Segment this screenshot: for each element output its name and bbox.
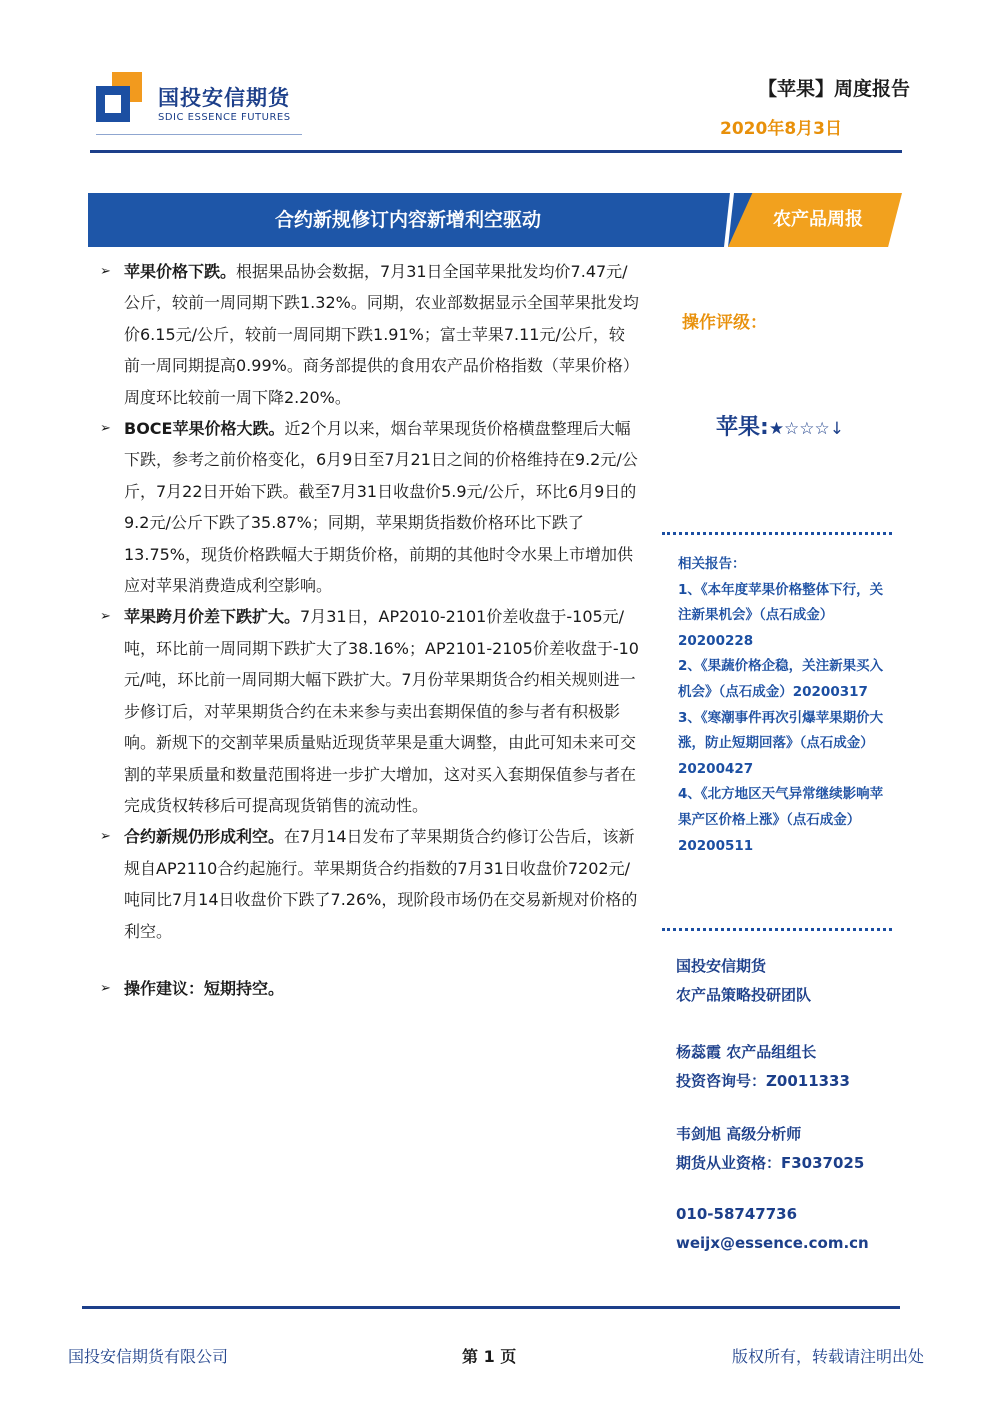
rating-row xyxy=(716,410,844,441)
analyst-1-name: 杨蕊霞 农产品组组长 xyxy=(676,1043,817,1061)
rating-stars-icon: ★☆☆☆↓ xyxy=(768,419,845,439)
analyst-2-name: 韦剑旭 高级分析师 xyxy=(676,1125,802,1143)
bullet-text: 在7月14日发布了苹果期货合约修订公告后，该新规自AP2110合约起施行。苹果期货合约指数的7月31日收盘价7202元/吨同比7月14日收盘价下跌了7.26%，现阶段市场仍在交易新规对价格的利空。 xyxy=(124,827,638,941)
bullet-price-drop xyxy=(100,256,640,413)
footer-company: 国投安信期货有限公司 xyxy=(68,1347,229,1366)
footer-divider xyxy=(82,1306,900,1309)
related-reports xyxy=(678,552,890,859)
logo-name-en: SDIC ESSENCE FUTURES xyxy=(158,112,291,123)
analyst-2-id: 期货从业资格：F3037025 xyxy=(676,1154,865,1172)
analyst-1-id: 投资咨询号：Z0011333 xyxy=(676,1072,850,1090)
related-title: 相关报告： xyxy=(678,556,746,572)
bullet-new-rules xyxy=(100,821,640,947)
team-name: 农产品策略投研团队 xyxy=(676,986,812,1004)
dotted-divider xyxy=(662,532,892,535)
bullet-text: 根据果品协会数据，7月31日全国苹果批发均价7.47元/公斤，较前一周同期下跌1.32%。同期，农业部数据显示全国苹果批发均价6.15元/公斤，较前一周同期下跌1.91%；富士苹果7.11元/公斤，较前一周同期提高0.99%。商务部提供的食用农产品价格指数（苹果价格）周度环比较前一周下降2.20%。 xyxy=(124,262,639,407)
bullet-boce-drop xyxy=(100,413,640,601)
arrow-bullet-icon: ➢ xyxy=(100,609,111,625)
related-report-item[interactable]: 4、《北方地区天气异常继续影响苹果产区价格上涨》（点石成金）20200511 xyxy=(678,786,884,854)
dotted-divider xyxy=(662,928,892,931)
arrow-bullet-icon: ➢ xyxy=(100,980,111,996)
header-divider xyxy=(90,150,902,153)
logo-underline xyxy=(96,134,302,135)
arrow-bullet-icon: ➢ xyxy=(100,421,111,437)
report-date: 2020年8月3日 xyxy=(720,119,842,139)
title-banner xyxy=(88,193,902,247)
org-name: 国投安信期货 xyxy=(676,957,767,975)
contact-email[interactable]: weijx@essence.com.cn xyxy=(676,1234,869,1252)
bullet-lead: BOCE苹果价格大跌。 xyxy=(124,419,285,439)
arrow-bullet-icon: ➢ xyxy=(100,829,111,845)
contact-phone[interactable]: 010-58747736 xyxy=(676,1205,798,1223)
bullet-text: 近2个月以来，烟台苹果现货价格横盘整理后大幅下跌，参考之前价格变化，6月9日至7月21日之间的价格维持在9.2元/公斤，7月22日开始下跌。截至7月31日收盘价5.9元/公斤，环比6月9日的9.2元/公斤下跌了35.87%；同期，苹果期货指数价格环比下跌了13.75%，现货价格跌幅大于期货价格，前期的其他时令水果上市增加供应对苹果消费造成利空影响。 xyxy=(124,419,638,596)
contact-block xyxy=(676,952,902,1258)
footer-copyright: 版权所有，转载请注明出处 xyxy=(731,1347,924,1366)
rating-name: 苹果: xyxy=(716,415,769,440)
banner-tag: 农产品周报 xyxy=(773,209,863,230)
related-report-item[interactable]: 3、《寒潮事件再次引爆苹果期价大涨，防止短期回落》（点石成金）20200427 xyxy=(678,709,884,777)
related-report-item[interactable]: 2、《果蔬价格企稳，关注新果买入机会》（点石成金）20200317 xyxy=(678,658,884,700)
action-advice: 操作建议：短期持空。 xyxy=(124,978,285,998)
footer-page-number: 第 1 页 xyxy=(462,1347,517,1366)
main-content xyxy=(100,256,640,1004)
bullet-spread-drop xyxy=(100,601,640,821)
rating-label: 操作评级： xyxy=(682,313,767,333)
bullet-lead: 合约新规仍形成利空。 xyxy=(124,827,285,847)
bullet-text: 7月31日，AP2010-2101价差收盘于-105元/吨，环比前一周同期下跌扩大了38.16%；AP2101-2105价差收盘于-10元/吨，环比前一周同期大幅下跌扩大。7月份苹果期货合约相关规则进一步修订后，对苹果期货合约在未来参与卖出套期保值的参与者有积极影响。新规下的交割苹果质量贴近现货苹果是重大调整，由此可知未来可交割的苹果质量和数量范围将进一步扩大增加，这对买入套期保值参与者在完成货权转移后可提高现货销售的流动性。 xyxy=(124,607,639,815)
arrow-bullet-icon: ➢ xyxy=(100,264,111,279)
company-logo xyxy=(96,72,306,130)
bullet-action-advice xyxy=(100,973,640,1004)
logo-name-cn: 国投安信期货 xyxy=(158,86,290,110)
report-title: 【苹果】周度报告 xyxy=(757,78,910,100)
banner-title: 合约新规修订内容新增利空驱动 xyxy=(274,209,541,231)
logo-mark-icon xyxy=(96,72,142,122)
bullet-lead: 苹果跨月价差下跌扩大。 xyxy=(124,607,301,627)
bullet-lead: 苹果价格下跌。 xyxy=(124,262,237,281)
related-report-item[interactable]: 1、《本年度苹果价格整体下行，关注新果机会》（点石成金）20200228 xyxy=(678,581,884,649)
